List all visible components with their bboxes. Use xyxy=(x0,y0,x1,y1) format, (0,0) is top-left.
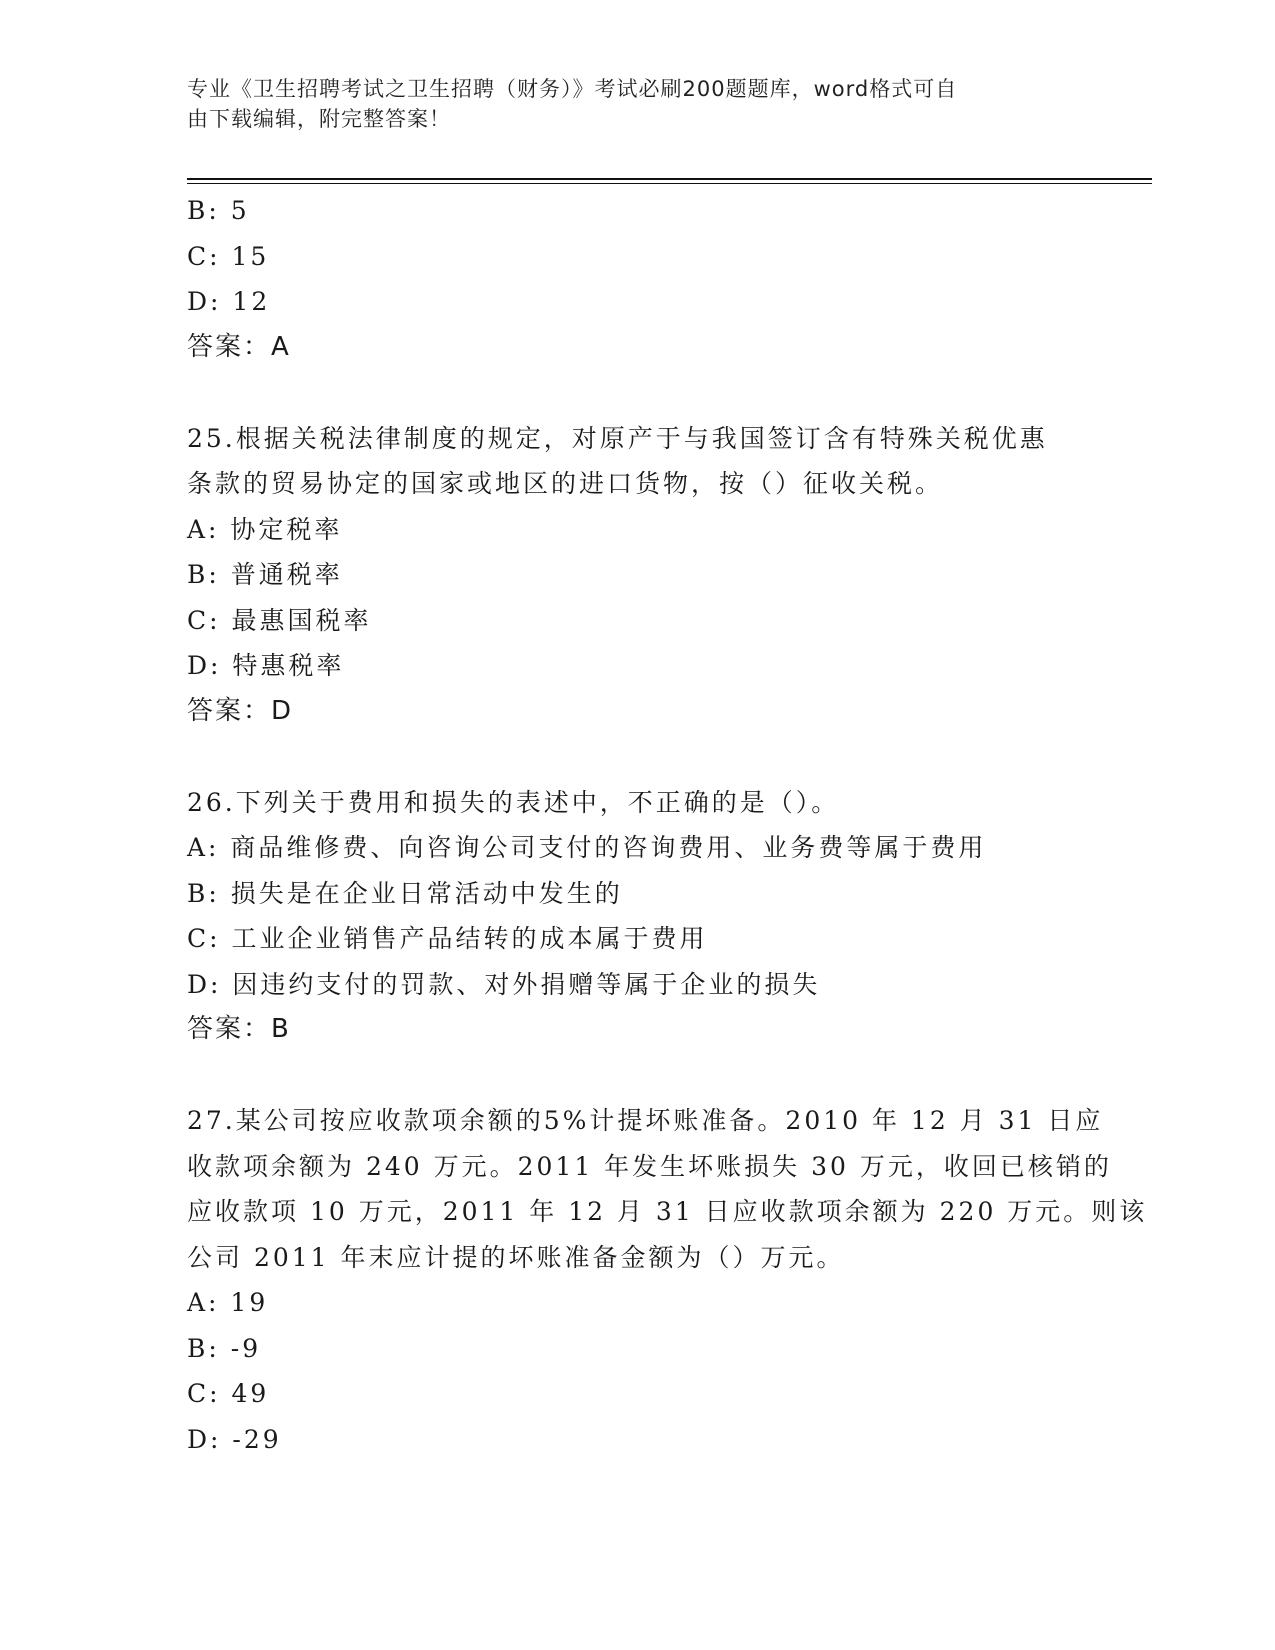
q24-option-b: B: 5 xyxy=(187,196,250,225)
page-header xyxy=(187,74,1067,134)
q26-answer: 答案：B xyxy=(187,1014,291,1044)
question-24 xyxy=(187,188,1087,370)
spacer xyxy=(187,370,1087,416)
q26-option-a: A: 商品维修费、向咨询公司支付的咨询费用、业务费等属于费用 xyxy=(187,833,987,862)
q24-option-c: C: 15 xyxy=(187,241,270,271)
header-line-1: 专业《卫生招聘考试之卫生招聘（财务）》考试必刷200题题库，word格式可自 xyxy=(187,77,958,101)
q26-stem-line-1: 26.下列关于费用和损失的表述中，不正确的是（）。 xyxy=(187,787,840,817)
q27-option-c: C: 49 xyxy=(187,1379,270,1408)
q25-option-d: D: 特惠税率 xyxy=(187,651,345,680)
header-divider-thick xyxy=(187,178,1152,180)
q27-stem-line-3: 应收款项 10 万元，2011 年 12 月 31 日应收款项余额为 220 万元。则该 xyxy=(187,1197,1148,1226)
q27-stem-line-2: 收款项余额为 240 万元。2011 年发生坏账损失 30 万元，收回已核销的 xyxy=(187,1151,1112,1181)
q25-option-c: C: 最惠国税率 xyxy=(187,605,372,635)
q25-option-a: A: 协定税率 xyxy=(187,514,343,544)
q27-stem-line-4: 公司 2011 年末应计提的坏账准备金额为（）万元。 xyxy=(187,1242,845,1272)
question-26 xyxy=(187,780,1087,1053)
spacer xyxy=(187,1053,1087,1099)
q26-option-d: D: 因违约支付的罚款、对外捐赠等属于企业的损失 xyxy=(187,969,821,999)
header-line-2: 由下载编辑，附完整答案！ xyxy=(187,107,451,131)
q26-option-b: B: 损失是在企业日常活动中发生的 xyxy=(187,878,623,908)
q25-option-b: B: 普通税率 xyxy=(187,560,343,589)
q25-stem-line-2: 条款的贸易协定的国家或地区的进口货物，按（）征收关税。 xyxy=(187,469,944,498)
q27-option-a: A: 19 xyxy=(187,1288,269,1317)
q27-stem-line-1: 27.某公司按应收款项余额的5%计提坏账准备。2010 年 12 月 31 日应 xyxy=(187,1106,1104,1135)
q24-answer: 答案：A xyxy=(187,331,291,362)
document-body xyxy=(187,188,1148,1462)
q27-option-b: B: -9 xyxy=(187,1333,262,1363)
spacer xyxy=(187,734,1087,780)
q27-option-d: D: -29 xyxy=(187,1424,282,1454)
q25-stem-line-1: 25.根据关税法律制度的规定，对原产于与我国签订含有特殊关税优惠 xyxy=(187,423,1048,453)
q26-option-c: C: 工业企业销售产品结转的成本属于费用 xyxy=(187,924,708,953)
q24-option-d: D: 12 xyxy=(187,287,271,316)
question-27 xyxy=(187,1098,1148,1462)
q25-answer: 答案：D xyxy=(187,695,294,726)
header-divider-thin xyxy=(187,183,1152,184)
question-25 xyxy=(187,416,1087,735)
